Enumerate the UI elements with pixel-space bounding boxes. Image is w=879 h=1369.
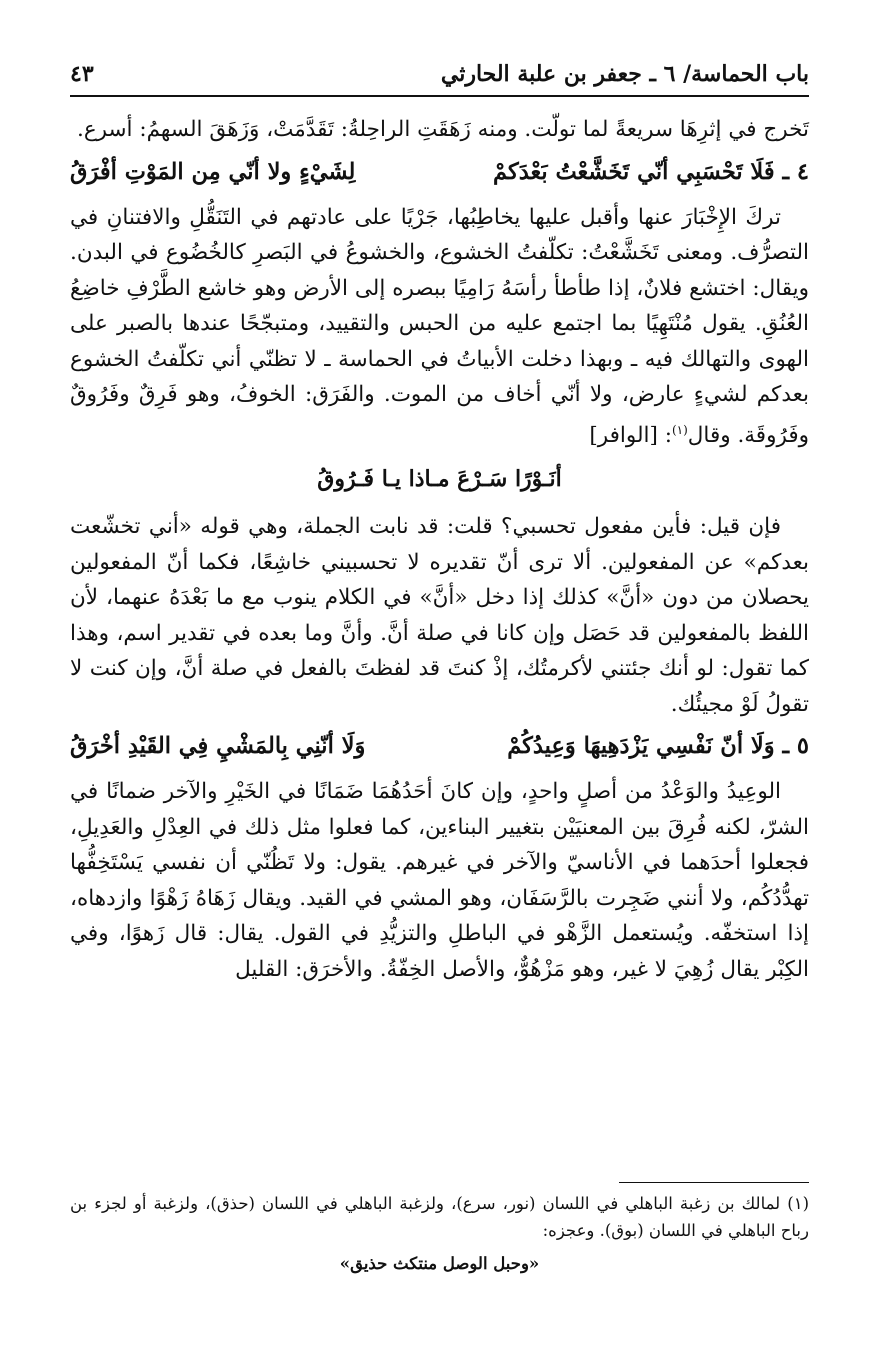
- verse-4-number: ٤ ـ: [782, 158, 809, 185]
- paragraph-2: [70, 200, 809, 454]
- verse-4: [70, 150, 809, 194]
- paragraph-4: الوعِيدُ والوَعْدُ من أصلٍ واحدٍ، وإن كانَ أحَدُهُمَا ضَمَانًا في الخَيْرِ والآخر ضمانًا في الشرّ، لكنه فُرِقَ بين المعنيَيْن بتغيير البناءين، كما فعلوا مثل ذلك في العِدْلِ والعَدِيلِ، فجعلوا أحدَهما في الأناسيّ والآخر في غيرهم. يقول: ولا تَظُنّي أن نفسي يَسْتَخِفُّها تهدُّدُكُم، ولا أنني ضَجِرت بالرَّسَفَان، وهو المشي في القيد. ويقال زَهَاهُ زَهْوًا وازدهاه، إذا استخفّه. ويُستعمل الزَّهْو في الباطلِ والتزيُّدِ في القول. يقال: قال زَهوًا، وفي الكِبْر يقال زُهِيَ لا غير، وهو مَزْهُوٌّ، والأصل الخِفّةُ. والأخرَق: القليل: [70, 779, 809, 982]
- footnote-1: (١) لمالك بن زغبة الباهلي في اللسان (نور، سرع)، ولزغبة الباهلي في اللسان (حذق)، ولزغبة أو لجزء بن رباح الباهلي في اللسان (بوق). وعجزه:: [70, 1194, 809, 1240]
- footnote-marker-1: (١): [671, 422, 688, 437]
- verse-4-hemistich-1-text: فَلَا تَحْسَبِي أنّي تَخَشَّعْتُ بَعْدَكمْ: [493, 158, 775, 185]
- page-header: [70, 55, 809, 95]
- footnotes: [70, 1190, 809, 1280]
- verse-4-first-hemistich: [493, 150, 809, 194]
- footnote-rule: [619, 1182, 809, 1183]
- running-head: باب الحماسة/ ٦ ـ جعفر بن علبة الحارثي: [440, 61, 809, 87]
- verse-5: [70, 724, 809, 768]
- paragraph-1: تَخرج في إثرِهَا سريعةً لما تولّت. ومنه زَهَقَتِ الراحِلةُ: تَقَدَّمَتْ، وَزَهَقَ السهمُ: أسرع.: [77, 117, 809, 142]
- header-rule: [70, 95, 809, 97]
- verse-5-hemistich-1-text: وَلَا أنّ نَفْسِي يَزْدَهِيهَا وَعِيدُكُمْ: [507, 733, 775, 760]
- page-number: ٤٣: [70, 61, 94, 87]
- paragraph-3: فإن قيل: فأين مفعول تحسبي؟ قلت: قد نابت الجملة، وهي قوله «أني تخشّعت بعدكم» عن المفعولين. ألا ترى أنّ تقديره لا تحسبيني خاشِعًا، فكما أنّ المفعولين يحصلان من دون «أنَّ» كذلك إذا دخل «أنَّ» في الكلام ينوب مع ما بَعْدَهُ عنهما، لأن اللفظ بالمفعولين قد حَصَل وإن كانا في صلة أنَّ. وأنَّ وما بعده في تقدير اسم، وهذا كما تقول: لو أنك جئتني لأكرمتُك، إذْ كنتَ قد لفظتَ بالفعل في صلة أنَّ، وإن كنت لا تقولُ لَوْ مجيئُك.: [70, 514, 809, 717]
- page-body: [70, 112, 809, 987]
- verse-5-second-hemistich: وَلَا أنّنِي بِالمَشْيِ فِي القَيْدِ أخْرَقُ: [70, 733, 366, 760]
- verse-4-second-hemistich: لِشَيْءٍ ولا أنّي مِن المَوْتِ أفْرَقُ: [70, 158, 356, 185]
- paragraph-2-tail: : [الوافر]: [589, 422, 672, 448]
- paragraph-2-text: تركَ الإِخْبَارَ عنها وأقبل عليها يخاطِبُها، جَرْيًا على عادتهم في التَنَقُّلِ والافتنانِ في التصرُّف. ومعنى تَخَشَّعْتُ: تكلّفتُ الخشوع، والخشوعُ في البَصرِ كالخُضُوع في البدن. ويقال: اختشع فلانٌ، إذا طأطأ رأسَهُ رَامِيًا ببصره إلى الأرض وهو خاشع الطَّرْفِ خاضِعُ العُنُقِ. يقول مُنْتَهِيًا بما اجتمع عليه من الحبس والتقييد، ومتبجّحًا عندها بالصبر على الهوى والتهالك فيه ـ وبهذا دخلت الأبياتُ في الحماسة ـ لا تظنّي أني تكلّفتُ الخشوع بعدكم لشيءٍ عارض، ولا أنّي أخاف من الموت. والفَرَق: الخوفُ، وهو فَرِقٌ وفَرُوقٌ وفَرُوقَة. وقال: [70, 204, 809, 448]
- footnote-1-quote: «وحبل الوصل منتكث حذيق»: [339, 1254, 540, 1273]
- quoted-verse: أنَـوْرًا سَـرْعَ مـاذا يـا فَـرُوقُ: [317, 466, 562, 493]
- verse-5-first-hemistich: [507, 724, 809, 768]
- verse-5-number: ٥ ـ: [782, 733, 809, 760]
